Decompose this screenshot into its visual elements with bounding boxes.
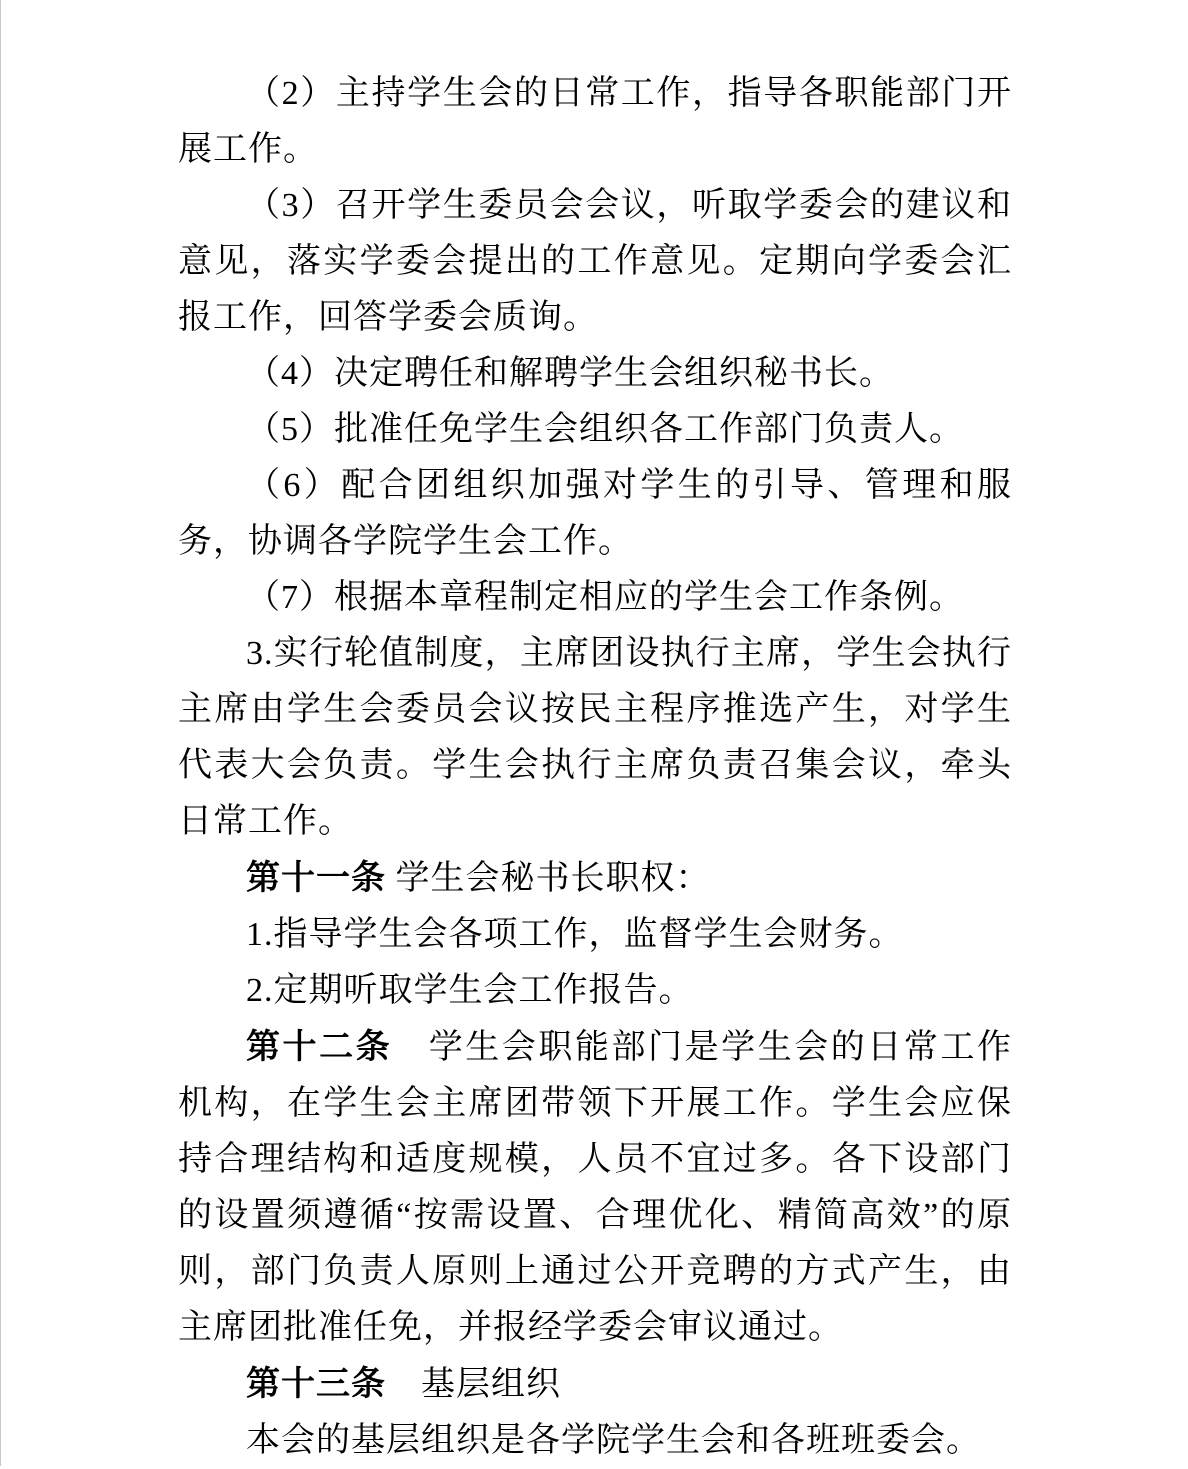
paragraph-text: 学生会秘书长职权： <box>386 860 711 897</box>
paragraph-text: （2）主持学生会的日常工作，指导各职能部门开展工作。 <box>178 75 1012 168</box>
paragraph <box>178 402 1012 458</box>
paragraph <box>178 1413 1012 1469</box>
paragraph-text: （3）召开学生委员会会议，听取学委会的建议和意见，落实学委会提出的工作意见。定期向学委会汇报工作，回答学委会质询。 <box>178 187 1012 336</box>
paragraph-text: 本会的基层组织是各学院学生会和各班班委会。 <box>246 1422 981 1459</box>
paragraph-text: （4）决定聘任和解聘学生会组织秘书长。 <box>246 355 894 392</box>
paragraph-text: 基层组织 <box>386 1366 561 1403</box>
paragraph <box>178 458 1012 570</box>
paragraph-text: 1.指导学生会各项工作，监督学生会财务。 <box>246 916 904 953</box>
article-number: 第十一条 <box>246 859 386 897</box>
article-number: 第十三条 <box>246 1365 386 1403</box>
paragraph <box>178 178 1012 346</box>
paragraph <box>178 850 1012 907</box>
document-body <box>178 66 1012 1469</box>
paragraph-text: 2.定期听取学生会工作报告。 <box>246 972 694 1009</box>
paragraph-text: 学生会职能部门是学生会的日常工作机构，在学生会主席团带领下开展工作。学生会应保持合理结构和适度规模，人员不宜过多。各下设部门的设置须遵循“按需设置、合理优化、精简高效”的原则，部门负责人原则上通过公开竞聘的方式产生，由主席团批准任免，并报经学委会审议通过。 <box>178 1029 1013 1346</box>
paragraph <box>178 907 1012 963</box>
paragraph <box>178 346 1012 402</box>
paragraph <box>178 570 1012 626</box>
paragraph-text: （6）配合团组织加强对学生的引导、管理和服务，协调各学院学生会工作。 <box>178 467 1012 560</box>
article-number: 第十二条 <box>246 1028 393 1066</box>
paragraph <box>178 626 1012 850</box>
paragraph <box>178 1356 1012 1413</box>
paragraph <box>178 66 1012 178</box>
paragraph-text: （7）根据本章程制定相应的学生会工作条例。 <box>246 579 964 616</box>
paragraph <box>178 1019 1012 1356</box>
paragraph-text: 3.实行轮值制度，主席团设执行主席，学生会执行主席由学生会委员会议按民主程序推选产生，对学生代表大会负责。学生会执行主席负责召集会议，牵头日常工作。 <box>178 635 1012 840</box>
paragraph <box>178 963 1012 1019</box>
paragraph-text: （5）批准任免学生会组织各工作部门负责人。 <box>246 411 964 448</box>
